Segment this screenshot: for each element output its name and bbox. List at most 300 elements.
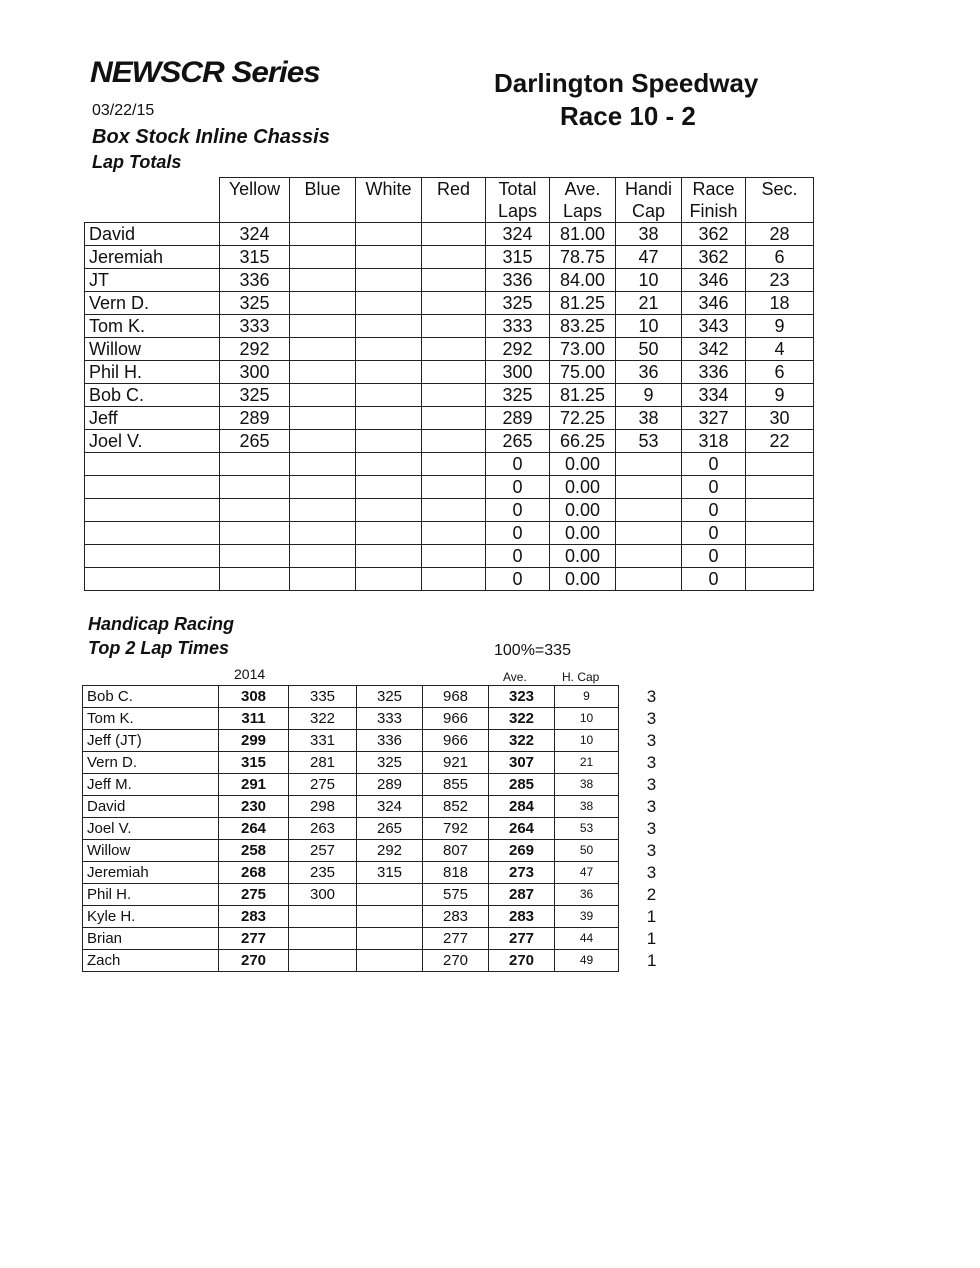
driver-name-cell: Bob C.: [85, 384, 220, 407]
table-cell: 289: [357, 774, 423, 796]
table-cell: 291: [219, 774, 289, 796]
table-cell: 273: [489, 862, 555, 884]
table-row: [85, 384, 814, 407]
table-cell: 9: [746, 384, 814, 407]
table-row: [83, 950, 685, 972]
table-cell: 257: [289, 840, 357, 862]
table-cell: [290, 269, 356, 292]
table-cell: [616, 568, 682, 591]
table-cell: 968: [423, 686, 489, 708]
table-row: [85, 453, 814, 476]
table-row: [85, 476, 814, 499]
average-label: Ave.: [503, 670, 527, 684]
table-cell: 327: [682, 407, 746, 430]
table-row: [85, 246, 814, 269]
table-cell: [356, 476, 422, 499]
table-cell: [357, 906, 423, 928]
table-cell: [746, 568, 814, 591]
race-count-cell: 3: [646, 753, 657, 772]
table-cell: 270: [423, 950, 489, 972]
table-row: [83, 906, 685, 928]
table-cell: 30: [746, 407, 814, 430]
table-cell: 28: [746, 223, 814, 246]
table-cell: 230: [219, 796, 289, 818]
table-cell: 283: [423, 906, 489, 928]
table-cell: 325: [486, 384, 550, 407]
driver-name-cell: Zach: [83, 950, 219, 972]
table-cell: 852: [423, 796, 489, 818]
table-cell: [357, 950, 423, 972]
race-count-cell: 2: [646, 885, 657, 904]
table-cell: 324: [486, 223, 550, 246]
column-header: [422, 178, 486, 223]
table-cell: 0: [486, 476, 550, 499]
table-cell: 818: [423, 862, 489, 884]
table-cell: 47: [616, 246, 682, 269]
driver-name-cell: Jeremiah: [85, 246, 220, 269]
table-cell: 335: [289, 686, 357, 708]
table-cell: [422, 430, 486, 453]
table-cell: [356, 384, 422, 407]
table-cell: [290, 315, 356, 338]
driver-name-cell: [85, 545, 220, 568]
table-cell: [616, 545, 682, 568]
column-header-text: Finish: [689, 201, 738, 221]
driver-name-cell: JT: [85, 269, 220, 292]
table-cell: 0.00: [550, 499, 616, 522]
table-cell: 0: [682, 545, 746, 568]
table-cell: 44: [555, 928, 619, 950]
table-cell: 18: [746, 292, 814, 315]
table-cell: 36: [616, 361, 682, 384]
table-row: [83, 928, 685, 950]
table-row: [85, 499, 814, 522]
driver-name-cell: Tom K.: [83, 708, 219, 730]
table-cell: 275: [289, 774, 357, 796]
driver-name-cell: Jeremiah: [83, 862, 219, 884]
driver-name-cell: Kyle H.: [83, 906, 219, 928]
table-cell: 50: [616, 338, 682, 361]
column-header: [746, 178, 814, 223]
table-cell: 324: [220, 223, 290, 246]
table-cell: 311: [219, 708, 289, 730]
table-cell: [356, 568, 422, 591]
table-cell: 292: [486, 338, 550, 361]
table-cell: 362: [682, 223, 746, 246]
table-cell: 0: [486, 453, 550, 476]
table-cell: 84.00: [550, 269, 616, 292]
lap-totals-heading: Lap Totals: [92, 152, 182, 172]
table-cell: 38: [616, 223, 682, 246]
table-cell: [422, 407, 486, 430]
table-cell: 0: [682, 453, 746, 476]
driver-name-cell: Vern D.: [85, 292, 220, 315]
table-cell: 9: [746, 315, 814, 338]
table-cell: 0.00: [550, 453, 616, 476]
column-header-text: Laps: [562, 201, 603, 221]
race-date: 03/22/15: [92, 102, 155, 119]
table-cell: 284: [489, 796, 555, 818]
column-header-text: Race: [692, 179, 735, 199]
table-cell: 0: [682, 499, 746, 522]
table-cell: 36: [555, 884, 619, 906]
table-cell: [746, 476, 814, 499]
table-cell: [422, 476, 486, 499]
table-cell: [422, 246, 486, 269]
table-cell: 331: [289, 730, 357, 752]
table-cell: 287: [489, 884, 555, 906]
driver-name-cell: Tom K.: [85, 315, 220, 338]
table-cell: [422, 568, 486, 591]
table-cell: 53: [555, 818, 619, 840]
table-cell: 342: [682, 338, 746, 361]
table-row: [83, 708, 685, 730]
column-header: [220, 178, 290, 223]
table-cell: 315: [220, 246, 290, 269]
table-cell: [290, 453, 356, 476]
table-cell: 0: [486, 522, 550, 545]
table-cell: [357, 928, 423, 950]
table-cell: 235: [289, 862, 357, 884]
table-cell: [422, 384, 486, 407]
table-cell: 265: [357, 818, 423, 840]
table-cell: 855: [423, 774, 489, 796]
race-count-cell: 1: [647, 951, 657, 970]
table-cell: 807: [423, 840, 489, 862]
table-row: [85, 315, 814, 338]
table-cell: [422, 223, 486, 246]
table-cell: 39: [555, 906, 619, 928]
column-header: [356, 178, 422, 223]
table-cell: [422, 545, 486, 568]
table-cell: [220, 568, 290, 591]
column-header-text: Red: [436, 179, 471, 199]
table-cell: [290, 223, 356, 246]
driver-name-cell: Joel V.: [85, 430, 220, 453]
table-cell: 22: [746, 430, 814, 453]
table-cell: 0.00: [550, 545, 616, 568]
table-cell: 325: [486, 292, 550, 315]
table-cell: 9: [555, 686, 619, 708]
race-count-cell: 3: [646, 819, 657, 838]
table-cell: 322: [289, 708, 357, 730]
table-row: [83, 796, 685, 818]
table-row: [85, 522, 814, 545]
table-cell: [356, 453, 422, 476]
table-cell: 336: [357, 730, 423, 752]
percent-label: 100%=335: [494, 642, 571, 659]
driver-name-cell: Willow: [83, 840, 219, 862]
driver-name-cell: [85, 568, 220, 591]
table-cell: [422, 453, 486, 476]
table-cell: [616, 476, 682, 499]
table-cell: 343: [682, 315, 746, 338]
table-cell: [289, 928, 357, 950]
table-cell: [356, 315, 422, 338]
table-cell: [289, 950, 357, 972]
hcap-label: H. Cap: [562, 670, 600, 684]
driver-name-cell: David: [85, 223, 220, 246]
race-count-cell: 3: [646, 687, 657, 706]
column-header: [682, 178, 746, 223]
table-cell: 4: [746, 338, 814, 361]
table-cell: 10: [555, 730, 619, 752]
table-cell: [422, 522, 486, 545]
table-row: [83, 884, 685, 906]
table-cell: 265: [486, 430, 550, 453]
column-header-text: Sec.: [761, 179, 798, 199]
table-row: [85, 361, 814, 384]
table-cell: [290, 499, 356, 522]
table-cell: 0.00: [550, 476, 616, 499]
table-cell: [356, 522, 422, 545]
table-cell: 324: [357, 796, 423, 818]
table-row: [85, 338, 814, 361]
column-header-text: Laps: [497, 201, 538, 221]
table-cell: 315: [357, 862, 423, 884]
table-cell: [356, 499, 422, 522]
table-cell: 49: [555, 950, 619, 972]
table-cell: 23: [746, 269, 814, 292]
table-cell: 325: [357, 686, 423, 708]
table-cell: 575: [423, 884, 489, 906]
table-cell: [422, 292, 486, 315]
table-cell: 921: [423, 752, 489, 774]
table-cell: 315: [219, 752, 289, 774]
table-cell: 325: [357, 752, 423, 774]
table-cell: [289, 906, 357, 928]
lap-header-row: [85, 178, 814, 223]
table-cell: 264: [489, 818, 555, 840]
table-cell: 0: [486, 568, 550, 591]
table-cell: 9: [616, 384, 682, 407]
table-cell: 10: [616, 315, 682, 338]
table-cell: 283: [219, 906, 289, 928]
table-cell: 792: [423, 818, 489, 840]
driver-name-cell: Jeff (JT): [83, 730, 219, 752]
table-cell: [357, 884, 423, 906]
table-cell: 298: [289, 796, 357, 818]
table-cell: 322: [489, 730, 555, 752]
table-cell: 78.75: [550, 246, 616, 269]
column-header: [550, 178, 616, 223]
driver-name-cell: [85, 499, 220, 522]
table-row: [85, 292, 814, 315]
table-cell: [356, 338, 422, 361]
driver-name-cell: Jeff: [85, 407, 220, 430]
column-header: [290, 178, 356, 223]
handicap-subtitle: Top 2 Lap Times: [88, 638, 230, 658]
race-count-cell: 3: [646, 709, 657, 728]
table-cell: [356, 545, 422, 568]
table-cell: [220, 522, 290, 545]
table-row: [83, 862, 685, 884]
table-cell: [290, 545, 356, 568]
table-cell: 38: [616, 407, 682, 430]
table-cell: [290, 246, 356, 269]
table-cell: 47: [555, 862, 619, 884]
table-row: [85, 568, 814, 591]
table-cell: 0: [486, 545, 550, 568]
column-header-text: Ave.: [564, 179, 601, 199]
table-cell: 299: [219, 730, 289, 752]
table-row: [85, 407, 814, 430]
race-count-cell: 1: [646, 929, 657, 948]
table-cell: 966: [423, 730, 489, 752]
table-cell: [422, 361, 486, 384]
column-header-text: Blue: [304, 179, 341, 199]
race-count-cell: 3: [646, 863, 657, 882]
driver-name-cell: Vern D.: [83, 752, 219, 774]
column-header-text: White: [365, 179, 412, 199]
table-row: [83, 774, 685, 796]
table-cell: 0: [486, 499, 550, 522]
table-cell: 73.00: [550, 338, 616, 361]
table-cell: [422, 338, 486, 361]
table-cell: 966: [423, 708, 489, 730]
table-cell: [220, 545, 290, 568]
table-cell: [746, 545, 814, 568]
table-cell: 325: [220, 292, 290, 315]
table-row: [83, 818, 685, 840]
table-cell: 75.00: [550, 361, 616, 384]
driver-name-cell: [85, 453, 220, 476]
table-cell: [290, 384, 356, 407]
table-cell: 300: [289, 884, 357, 906]
table-row: [85, 269, 814, 292]
driver-name-cell: Bob C.: [83, 686, 219, 708]
table-cell: [290, 407, 356, 430]
table-cell: 270: [219, 950, 289, 972]
table-cell: 72.25: [550, 407, 616, 430]
driver-name-cell: Brian: [83, 928, 219, 950]
table-row: [83, 686, 685, 708]
table-cell: [616, 453, 682, 476]
column-header-text: Total: [498, 179, 537, 199]
table-cell: 292: [220, 338, 290, 361]
driver-name-cell: Willow: [85, 338, 220, 361]
table-cell: 300: [220, 361, 290, 384]
handicap-table: [82, 685, 685, 972]
driver-name-cell: Jeff M.: [83, 774, 219, 796]
table-cell: 277: [219, 928, 289, 950]
race-count-cell: 3: [646, 731, 657, 750]
driver-name-cell: David: [83, 796, 219, 818]
table-cell: 300: [486, 361, 550, 384]
table-cell: 322: [489, 708, 555, 730]
table-row: [83, 840, 685, 862]
table-cell: 285: [489, 774, 555, 796]
race-count-cell: 3: [646, 775, 657, 794]
table-cell: 289: [486, 407, 550, 430]
column-header-text: Yellow: [228, 179, 281, 199]
column-header: [616, 178, 682, 223]
year-label: 2014: [234, 666, 266, 682]
table-cell: [356, 430, 422, 453]
table-cell: 268: [219, 862, 289, 884]
table-cell: [356, 269, 422, 292]
table-cell: 38: [555, 796, 619, 818]
table-cell: [746, 453, 814, 476]
table-cell: [356, 223, 422, 246]
table-cell: 0: [682, 568, 746, 591]
table-cell: [746, 499, 814, 522]
table-cell: 325: [220, 384, 290, 407]
driver-name-cell: [85, 522, 220, 545]
table-cell: 0.00: [550, 522, 616, 545]
table-cell: [422, 499, 486, 522]
table-cell: [290, 568, 356, 591]
table-cell: 269: [489, 840, 555, 862]
table-cell: 362: [682, 246, 746, 269]
table-cell: 258: [219, 840, 289, 862]
race-count-cell: 1: [646, 907, 657, 926]
table-cell: 81.25: [550, 292, 616, 315]
lap-totals-table: [84, 177, 814, 591]
table-cell: [616, 522, 682, 545]
table-cell: [616, 499, 682, 522]
driver-name-cell: [85, 476, 220, 499]
table-cell: 6: [746, 246, 814, 269]
table-cell: [356, 407, 422, 430]
race-number: Race 10 - 2: [560, 101, 696, 131]
table-cell: 308: [219, 686, 289, 708]
table-cell: [220, 453, 290, 476]
table-row: [83, 730, 685, 752]
table-cell: 336: [682, 361, 746, 384]
table-cell: [356, 246, 422, 269]
column-header-text: Handi: [624, 179, 673, 199]
table-cell: [290, 476, 356, 499]
table-cell: 0: [682, 476, 746, 499]
table-cell: 323: [489, 686, 555, 708]
table-cell: [290, 292, 356, 315]
table-cell: 53: [616, 430, 682, 453]
table-cell: 318: [682, 430, 746, 453]
table-cell: 346: [682, 269, 746, 292]
race-count-cell: 3: [646, 841, 657, 860]
table-cell: 307: [489, 752, 555, 774]
column-header: [486, 178, 550, 223]
table-cell: 263: [289, 818, 357, 840]
table-cell: [290, 338, 356, 361]
driver-name-cell: Phil H.: [83, 884, 219, 906]
series-title: NEWSCR Series: [90, 56, 320, 89]
table-cell: 336: [486, 269, 550, 292]
table-cell: [356, 361, 422, 384]
table-cell: 50: [555, 840, 619, 862]
table-cell: [220, 499, 290, 522]
table-cell: [356, 292, 422, 315]
driver-name-cell: Joel V.: [83, 818, 219, 840]
table-cell: 264: [219, 818, 289, 840]
table-cell: 275: [219, 884, 289, 906]
table-cell: 333: [486, 315, 550, 338]
table-cell: 277: [423, 928, 489, 950]
table-cell: 21: [616, 292, 682, 315]
table-row: [85, 545, 814, 568]
table-cell: 283: [489, 906, 555, 928]
chassis-class: Box Stock Inline Chassis: [92, 126, 330, 148]
table-cell: 66.25: [550, 430, 616, 453]
table-cell: 0.00: [550, 568, 616, 591]
table-cell: 292: [357, 840, 423, 862]
handicap-title: Handicap Racing: [88, 614, 235, 634]
table-cell: 346: [682, 292, 746, 315]
table-cell: [290, 361, 356, 384]
table-cell: 333: [220, 315, 290, 338]
table-cell: [422, 315, 486, 338]
